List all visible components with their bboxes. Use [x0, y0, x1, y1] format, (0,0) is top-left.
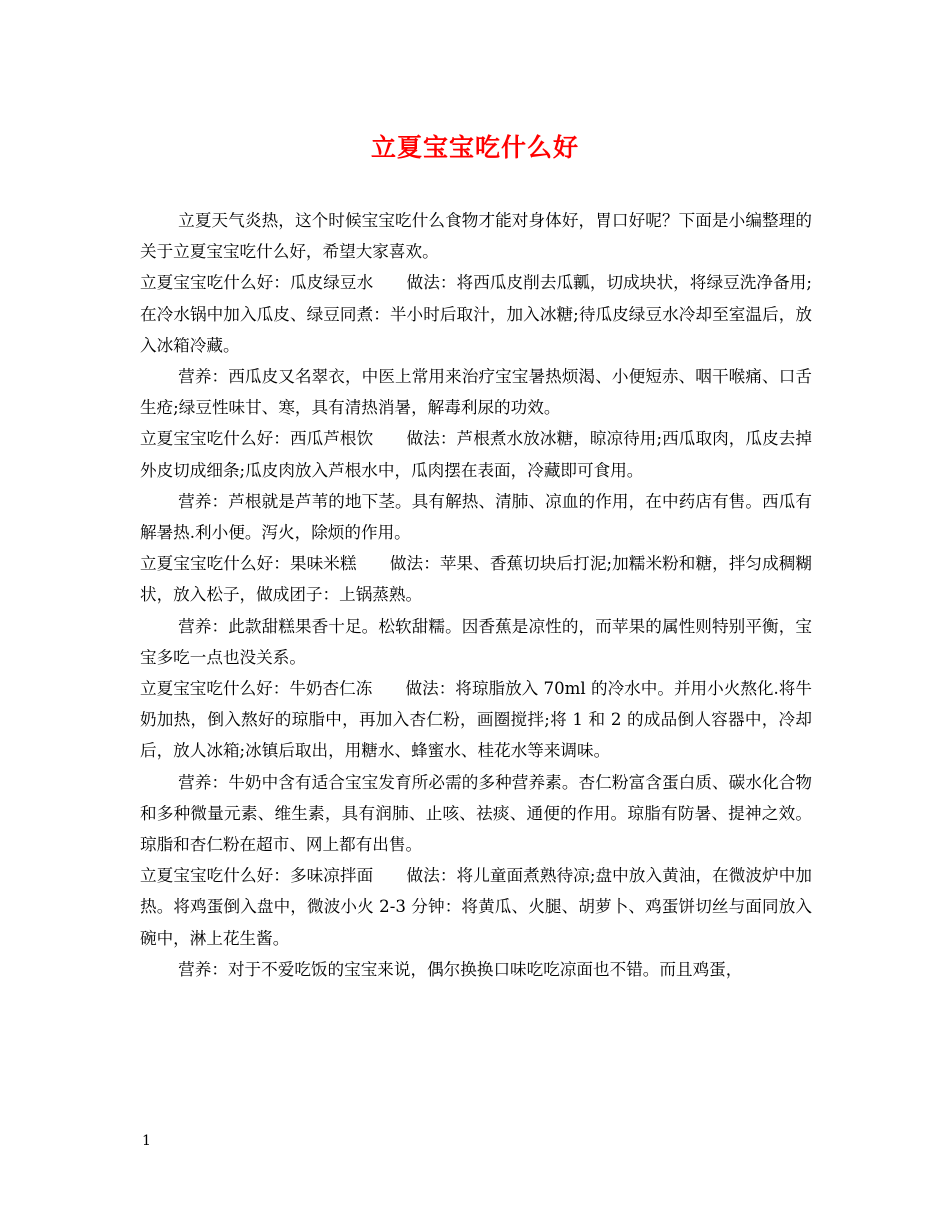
- paragraph: 营养：对于不爱吃饭的宝宝来说，偶尔换换口味吃吃凉面也不错。而且鸡蛋，: [178, 959, 743, 979]
- page-number: 1: [142, 1133, 151, 1149]
- paragraph: 立夏宝宝吃什么好：西瓜芦根饮 做法：芦根煮水放冰糖，晾凉待用;西瓜取肉，瓜皮去掉外皮切成细条;瓜皮肉放入芦根水中，瓜肉摆在表面，冷藏即可食用。: [140, 429, 812, 480]
- paragraph: 营养：牛奶中含有适合宝宝发育所必需的多种营养素。杏仁粉富含蛋白质、碳水化合物和多种微量元素、维生素，具有润肺、止咳、祛痰、通便的作用。琼脂有防暑、提神之效。琼脂和杏仁粉在超市、网上都有出售。: [140, 772, 812, 855]
- paragraph: 立夏宝宝吃什么好：多味凉拌面 做法：将儿童面煮熟待凉;盘中放入黄油，在微波炉中加热。将鸡蛋倒入盘中，微波小火 2-3 分钟：将黄瓜、火腿、胡萝卜、鸡蛋饼切丝与面同放入碗中，淋上花生酱。: [140, 866, 812, 948]
- document-body: [140, 205, 812, 985]
- paragraph: 营养：此款甜糕果香十足。松软甜糯。因香蕉是凉性的，而苹果的属性则特别平衡，宝宝多吃一点也没关系。: [140, 616, 812, 667]
- document-title: 立夏宝宝吃什么好: [370, 133, 579, 162]
- paragraph: 营养：西瓜皮又名翠衣，中医上常用来治疗宝宝暑热烦渴、小便短赤、咽干喉痛、口舌生疮;绿豆性味甘、寒，具有清热消暑，解毒利尿的功效。: [140, 367, 812, 418]
- paragraph: 立夏宝宝吃什么好：果味米糕 做法：苹果、香蕉切块后打泥;加糯米粉和糖，拌匀成稠糊状，放入松子，做成团子：上锅蒸熟。: [140, 554, 812, 605]
- paragraph: 营养：芦根就是芦苇的地下茎。具有解热、清肺、凉血的作用，在中药店有售。西瓜有解暑热.利小便。泻火，除烦的作用。: [140, 491, 812, 543]
- paragraph: 立夏天气炎热，这个时候宝宝吃什么食物才能对身体好，胃口好呢？下面是小编整理的关于立夏宝宝吃什么好，希望大家喜欢。: [140, 211, 812, 262]
- paragraph: 立夏宝宝吃什么好：瓜皮绿豆水 做法：将西瓜皮削去瓜瓤，切成块状，将绿豆洗净备用;在冷水锅中加入瓜皮、绿豆同煮：半小时后取汁，加入冰糖;待瓜皮绿豆水冷却至室温后，放入冰箱冷藏。: [140, 273, 812, 355]
- paragraph: 立夏宝宝吃什么好：牛奶杏仁冻 做法：将琼脂放入 70ml 的冷水中。并用小火熬化.将牛奶加热，倒入熬好的琼脂中，再加入杏仁粉，画圈搅拌;将 1 和 2 的成品倒人容器中，冷却后，放人冰箱;冰镇后取出，用糖水、蜂蜜水、桂花水等来调味。: [140, 679, 812, 761]
